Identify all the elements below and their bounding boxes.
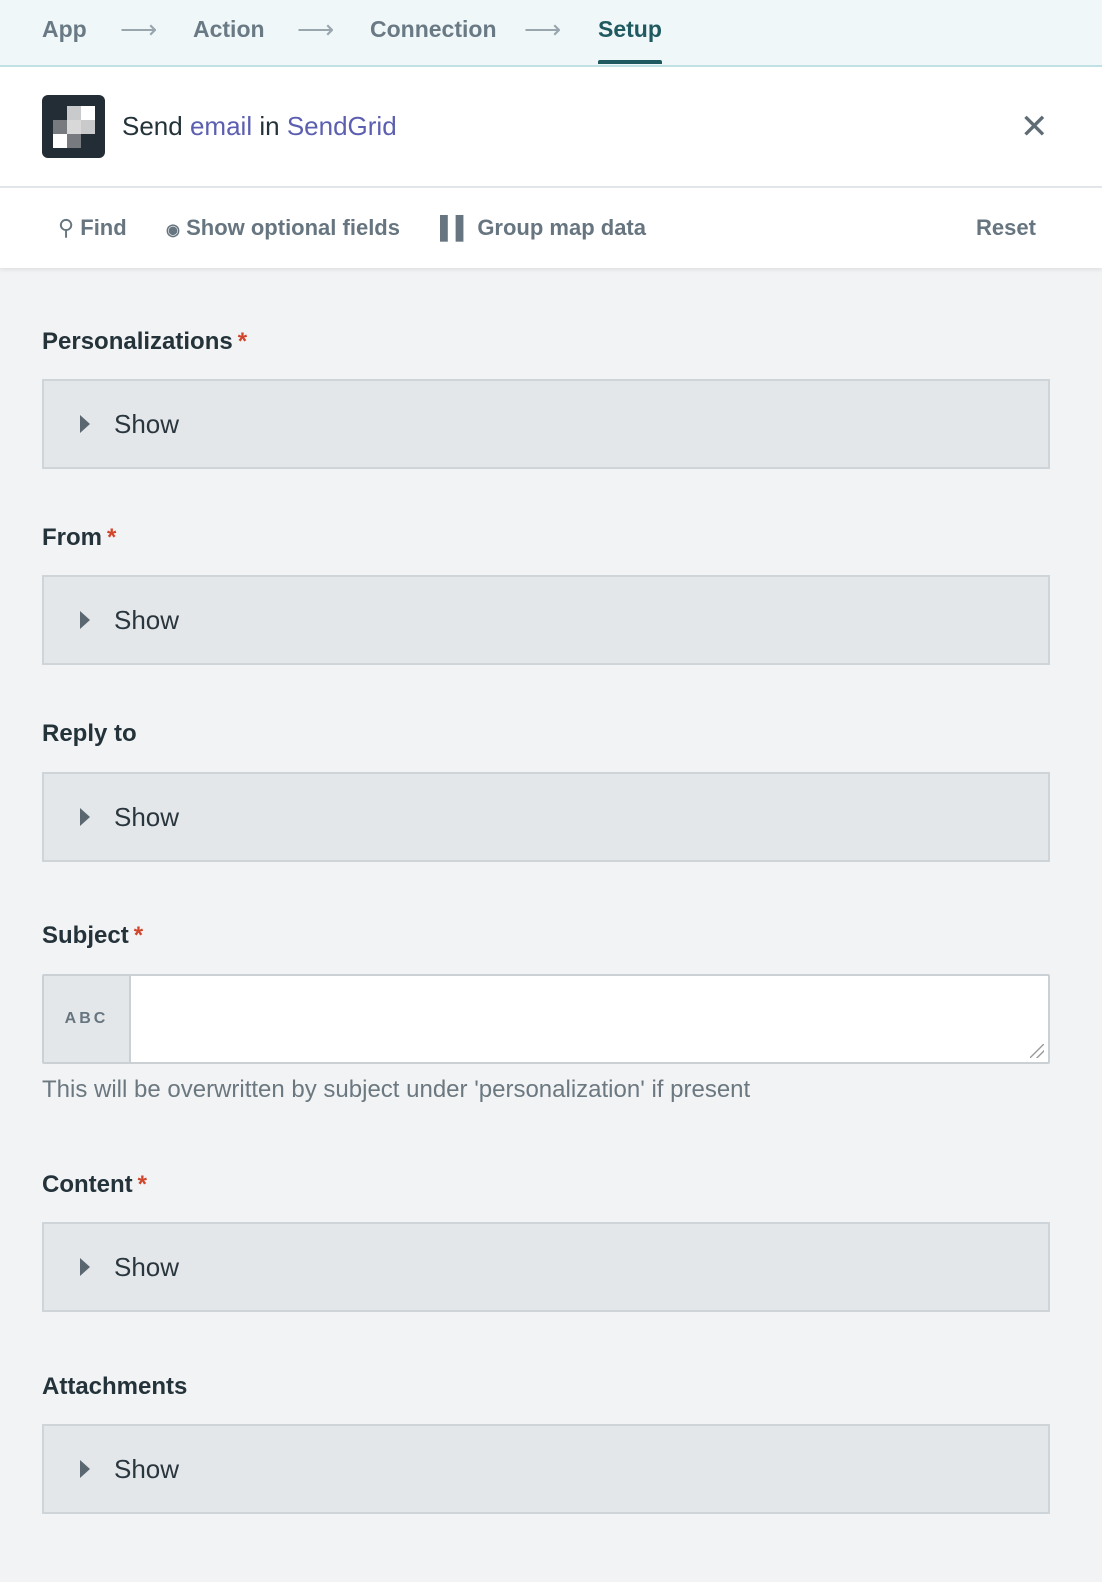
step-app[interactable]: App	[42, 16, 87, 42]
search-icon: ⚲	[58, 215, 75, 240]
arrow-icon: ⟶	[297, 14, 335, 44]
required-marker: *	[237, 328, 248, 355]
show-label: Show	[114, 802, 180, 832]
title-in: in	[259, 111, 280, 141]
caret-right-icon	[80, 1258, 90, 1276]
caret-right-icon	[80, 808, 90, 826]
arrow-icon: ⟶	[524, 14, 562, 44]
reply-to-toggle[interactable]	[42, 772, 1050, 862]
personalizations-toggle[interactable]	[42, 379, 1050, 469]
show-label: Show	[114, 605, 180, 635]
group-map-data-button[interactable]	[440, 215, 646, 241]
show-label: Show	[114, 409, 180, 439]
step-connection[interactable]: Connection	[370, 16, 497, 42]
label-text: Attachments	[42, 1373, 188, 1400]
close-icon[interactable]: ✕	[1020, 108, 1049, 146]
group-icon: ▌▌	[440, 215, 472, 240]
show-optional-label: Show optional fields	[186, 215, 400, 240]
field-label-reply-to	[42, 720, 137, 748]
arrow-icon: ⟶	[120, 14, 158, 44]
title-prefix: Send	[122, 111, 183, 141]
required-marker: *	[107, 524, 117, 551]
title-action: email	[189, 111, 253, 141]
field-label-content	[42, 1171, 147, 1199]
show-label: Show	[114, 1252, 180, 1282]
attachments-toggle[interactable]	[42, 1424, 1050, 1514]
label-text: Personalizations	[42, 328, 233, 355]
resize-handle-icon[interactable]	[1030, 1044, 1044, 1058]
sendgrid-logo	[42, 95, 105, 158]
toolbar	[0, 188, 1102, 268]
from-toggle[interactable]	[42, 575, 1050, 665]
group-map-label: Group map data	[477, 215, 646, 240]
content-toggle[interactable]	[42, 1222, 1050, 1312]
label-text: From	[42, 524, 102, 551]
wizard-nav	[0, 0, 1102, 67]
reset-button[interactable]: Reset	[976, 215, 1036, 240]
step-setup[interactable]: Setup	[598, 16, 662, 42]
step-action[interactable]: Action	[193, 16, 265, 42]
label-text: Content	[42, 1171, 133, 1198]
page-title	[122, 111, 397, 142]
show-label: Show	[114, 1454, 180, 1484]
label-text: Reply to	[42, 720, 137, 747]
field-label-personalizations	[42, 328, 247, 356]
eye-icon: ◉	[166, 222, 180, 239]
subject-input[interactable]	[42, 974, 1050, 1064]
field-label-from	[42, 524, 116, 552]
text-type-badge: ABC	[44, 976, 131, 1062]
field-label-attachments	[42, 1373, 187, 1401]
caret-right-icon	[80, 1460, 90, 1478]
find-button[interactable]	[58, 215, 127, 241]
caret-right-icon	[80, 611, 90, 629]
show-optional-fields-button[interactable]	[166, 215, 400, 241]
caret-right-icon	[80, 415, 90, 433]
field-label-subject	[42, 922, 143, 950]
required-marker: *	[137, 1171, 147, 1198]
required-marker: *	[133, 922, 144, 949]
subject-hint: This will be overwritten by subject under 'personalization' if present	[42, 1076, 751, 1103]
action-header	[0, 67, 1102, 188]
title-app: SendGrid	[286, 111, 397, 141]
label-text: Subject	[42, 922, 129, 949]
find-label: Find	[80, 215, 127, 240]
